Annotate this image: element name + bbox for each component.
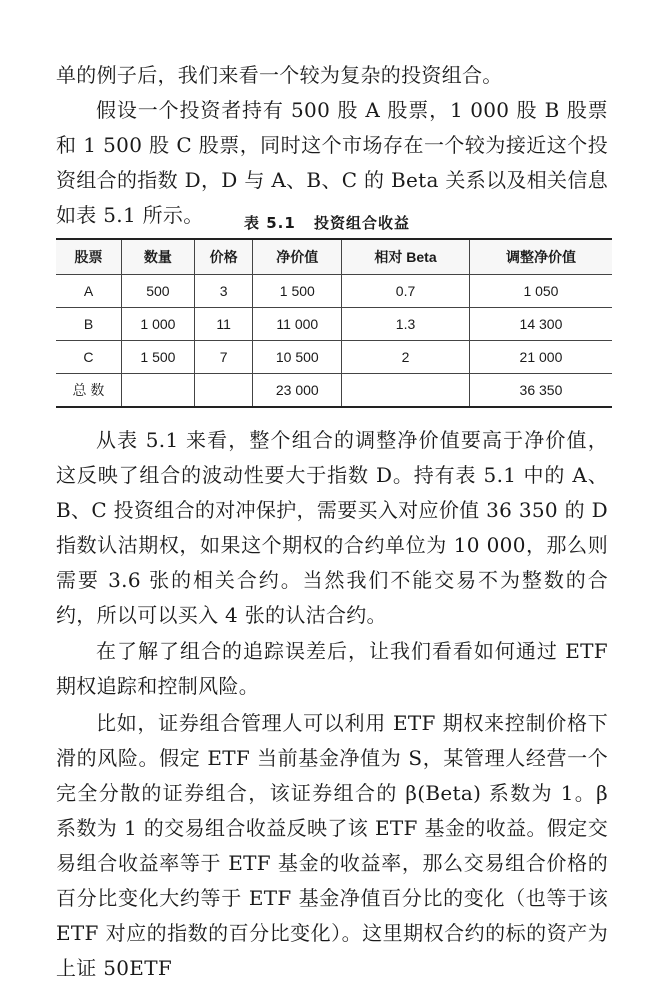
col-header-price: 价格 [194,239,253,275]
table-cell: 3 [194,275,253,308]
table-cell: 11 000 [253,308,342,341]
col-header-quantity: 数量 [121,239,194,275]
table-row [56,308,612,341]
table-header-row [56,239,612,275]
portfolio-return-table [56,238,612,408]
table-cell: 10 500 [253,341,342,374]
paragraph-etf-options: 比如，证券组合管理人可以利用 ETF 期权来控制价格下滑的风险。假定 ETF 当前基金净值为 S，某管理人经营一个完全分散的证券组合，该证券组合的 β(Beta) 系数为 1。β 系数为 1 的交易组合收益反映了该 ETF 基金的收益。假定交易组合收益率等于 ETF 基金的收益率，那么交易组合价格的百分比变化大约等于 ETF 基金净值百分比的变化（也等于该 ETF 对应的指数的百分比变化）。这里期权合约的标的资产为上证 50ETF [56,711,608,980]
table-cell: 1 500 [253,275,342,308]
paragraph-intro: 单的例子后，我们来看一个较为复杂的投资组合。 [56,63,503,87]
table-cell: 36 350 [469,374,612,408]
table-cell: 1 000 [121,308,194,341]
table-cell: 2 [342,341,470,374]
table-cell: 14 300 [469,308,612,341]
table-row [56,275,612,308]
table-cell: C [56,341,121,374]
table-cell: 总 数 [56,374,121,408]
col-header-stock: 股票 [56,239,121,275]
table-cell: A [56,275,121,308]
paragraph-tracking-error: 在了解了组合的追踪误差后，让我们看看如何通过 ETF 期权追踪和控制风险。 [56,639,608,698]
table-caption-label: 表 5.1 [243,214,296,232]
table-cell [194,374,253,408]
table-cell: 500 [121,275,194,308]
table-cell [121,374,194,408]
col-header-net-value: 净价值 [253,239,342,275]
table-cell: 7 [194,341,253,374]
table-row [56,341,612,374]
paragraph-table-analysis: 从表 5.1 来看，整个组合的调整净价值要高于净价值，这反映了组合的波动性要大于指数 D。持有表 5.1 中的 A、B、C 投资组合的对冲保护，需要买入对应价值 36 350 的 D 指数认沽期权，如果这个期权的合约单位为 10 000，那么则需要 3.6 张的相关合约。当然我们不能交易不为整数的合约，所以可以买入 4 张的认沽合约。 [56,428,608,627]
table-cell: 1 500 [121,341,194,374]
table-caption [0,212,654,233]
table-cell: 21 000 [469,341,612,374]
col-header-adjusted-net-value: 调整净价值 [469,239,612,275]
table-cell: 1 050 [469,275,612,308]
table-cell: 1.3 [342,308,470,341]
table-caption-title: 投资组合收益 [314,214,411,232]
table-cell: 0.7 [342,275,470,308]
table-cell [342,374,470,408]
table-total-row [56,374,612,408]
col-header-relative-beta: 相对 Beta [342,239,470,275]
table-cell: 23 000 [253,374,342,408]
table-cell: B [56,308,121,341]
table-cell: 11 [194,308,253,341]
paragraph-portfolio-setup: 假设一个投资者持有 500 股 A 股票，1 000 股 B 股票和 1 500 股 C 股票，同时这个市场存在一个较为接近这个投资组合的指数 D，D 与 A、B、C 的 Beta 关系以及相关信息如表 5.1 所示。 [56,98,608,227]
